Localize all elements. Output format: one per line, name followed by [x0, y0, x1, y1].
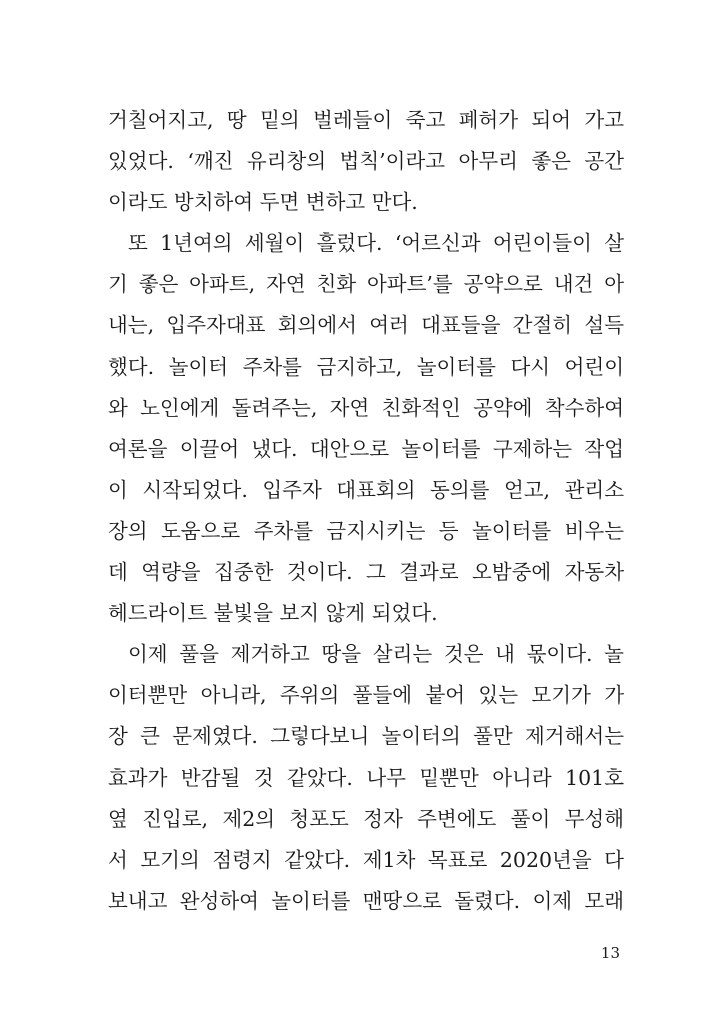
text-line: 또 1년여의 세월이 흘렀다. ‘어르신과 어린이들이 살 — [128, 231, 624, 256]
page-number: 13 — [600, 944, 620, 962]
text-line: 효과가 반감될 것 같았다. 나무 밑뿐만 아니라 101호 — [108, 765, 624, 790]
text-line: 옆 진입로, 제2의 청포도 정자 주변에도 풀이 무성해 — [108, 806, 624, 831]
text-line: 헤드라이트 불빛을 보지 않게 되었다. — [108, 601, 438, 626]
text-line: 했다. 놀이터 주차를 금지하고, 놀이터를 다시 어린이 — [108, 354, 624, 379]
text-line: 이라도 방치하여 두면 변하고 만다. — [108, 190, 418, 215]
text-line: 있었다. ‘깨진 유리창의 법칙’이라고 아무리 좋은 공간 — [108, 149, 624, 174]
text-line: 이터뿐만 아니라, 주위의 풀들에 붙어 있는 모기가 가 — [108, 683, 624, 708]
text-line: 데 역량을 집중한 것이다. 그 결과로 오밤중에 자동차 — [108, 560, 624, 585]
text-line: 장 큰 문제였다. 그렇다보니 놀이터의 풀만 제거해서는 — [108, 724, 624, 749]
text-line: 거칠어지고, 땅 밑의 벌레들이 죽고 폐허가 되어 가고 — [108, 108, 624, 132]
text-line: 내는, 입주자대표 회의에서 여러 대표들을 간절히 설득 — [108, 313, 624, 338]
text-line: 기 좋은 아파트, 자연 친화 아파트’를 공약으로 내건 아 — [108, 272, 624, 297]
text-line: 이제 풀을 제거하고 땅을 살리는 것은 내 몫이다. 놀 — [128, 642, 624, 667]
text-line: 이 시작되었다. 입주자 대표회의 동의를 얻고, 관리소 — [108, 477, 624, 502]
text-line: 와 노인에게 돌려주는, 자연 친화적인 공약에 착수하여 — [108, 395, 624, 420]
text-line: 보내고 완성하여 놀이터를 맨땅으로 돌렸다. 이제 모래 — [108, 888, 624, 913]
text-line: 서 모기의 점령지 같았다. 제1차 목표로 2020년을 다 — [108, 847, 624, 872]
text-line: 여론을 이끌어 냈다. 대안으로 놀이터를 구제하는 작업 — [108, 436, 624, 461]
body-text — [108, 100, 624, 922]
text-line: 장의 도움으로 주차를 금지시키는 등 놀이터를 비우는 — [108, 518, 624, 543]
